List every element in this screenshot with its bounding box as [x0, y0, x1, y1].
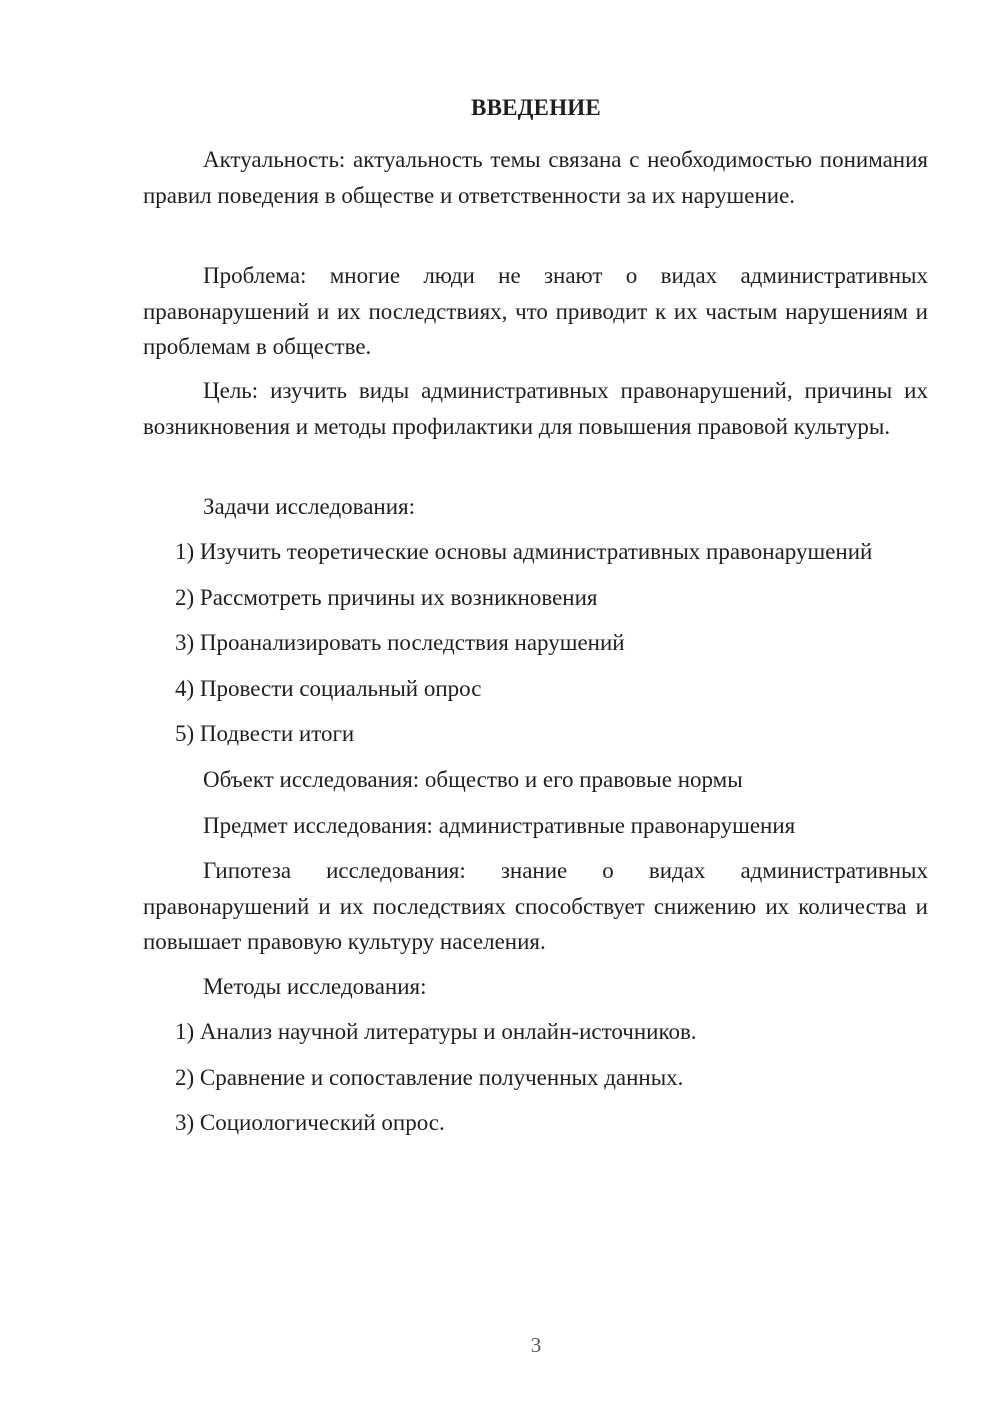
- task-item: 1) Изучить теоретические основы административных правонарушений: [175, 539, 873, 564]
- page-title: ВВЕДЕНИЕ: [471, 95, 601, 120]
- task-item: 2) Рассмотреть причины их возникновения: [175, 585, 598, 610]
- task-item: 5) Подвести итоги: [175, 721, 355, 746]
- tasks-label: Задачи исследования:: [203, 494, 416, 519]
- method-item: 1) Анализ научной литературы и онлайн-источников.: [175, 1019, 697, 1044]
- method-item: 3) Социологический опрос.: [175, 1110, 445, 1135]
- object-line: Объект исследования: общество и его правовые нормы: [203, 767, 743, 792]
- task-item: 4) Провести социальный опрос: [175, 676, 482, 701]
- problem-paragraph: Проблема: многие люди не знают о видах административных правонарушений и их последствиях, что приводит к их частым нарушениям и проблемам в обществе.: [143, 263, 928, 359]
- subject-line: Предмет исследования: административные правонарушения: [203, 813, 796, 838]
- page-number: 3: [530, 1333, 542, 1357]
- methods-label: Методы исследования:: [203, 974, 427, 999]
- hypothesis-paragraph: Гипотеза исследования: знание о видах административных правонарушений и их последствиях способствует снижению их количества и повышает правовую культуру населения.: [143, 858, 928, 954]
- relevance-paragraph: Актуальность: актуальность темы связана с необходимостью понимания правил поведения в обществе и ответственности за их нарушение.: [143, 147, 928, 208]
- goal-paragraph: Цель: изучить виды административных правонарушений, причины их возникновения и методы профилактики для повышения правовой культуры.: [143, 378, 928, 439]
- method-item: 2) Сравнение и сопоставление полученных данных.: [175, 1065, 684, 1090]
- task-item: 3) Проанализировать последствия нарушений: [175, 630, 625, 655]
